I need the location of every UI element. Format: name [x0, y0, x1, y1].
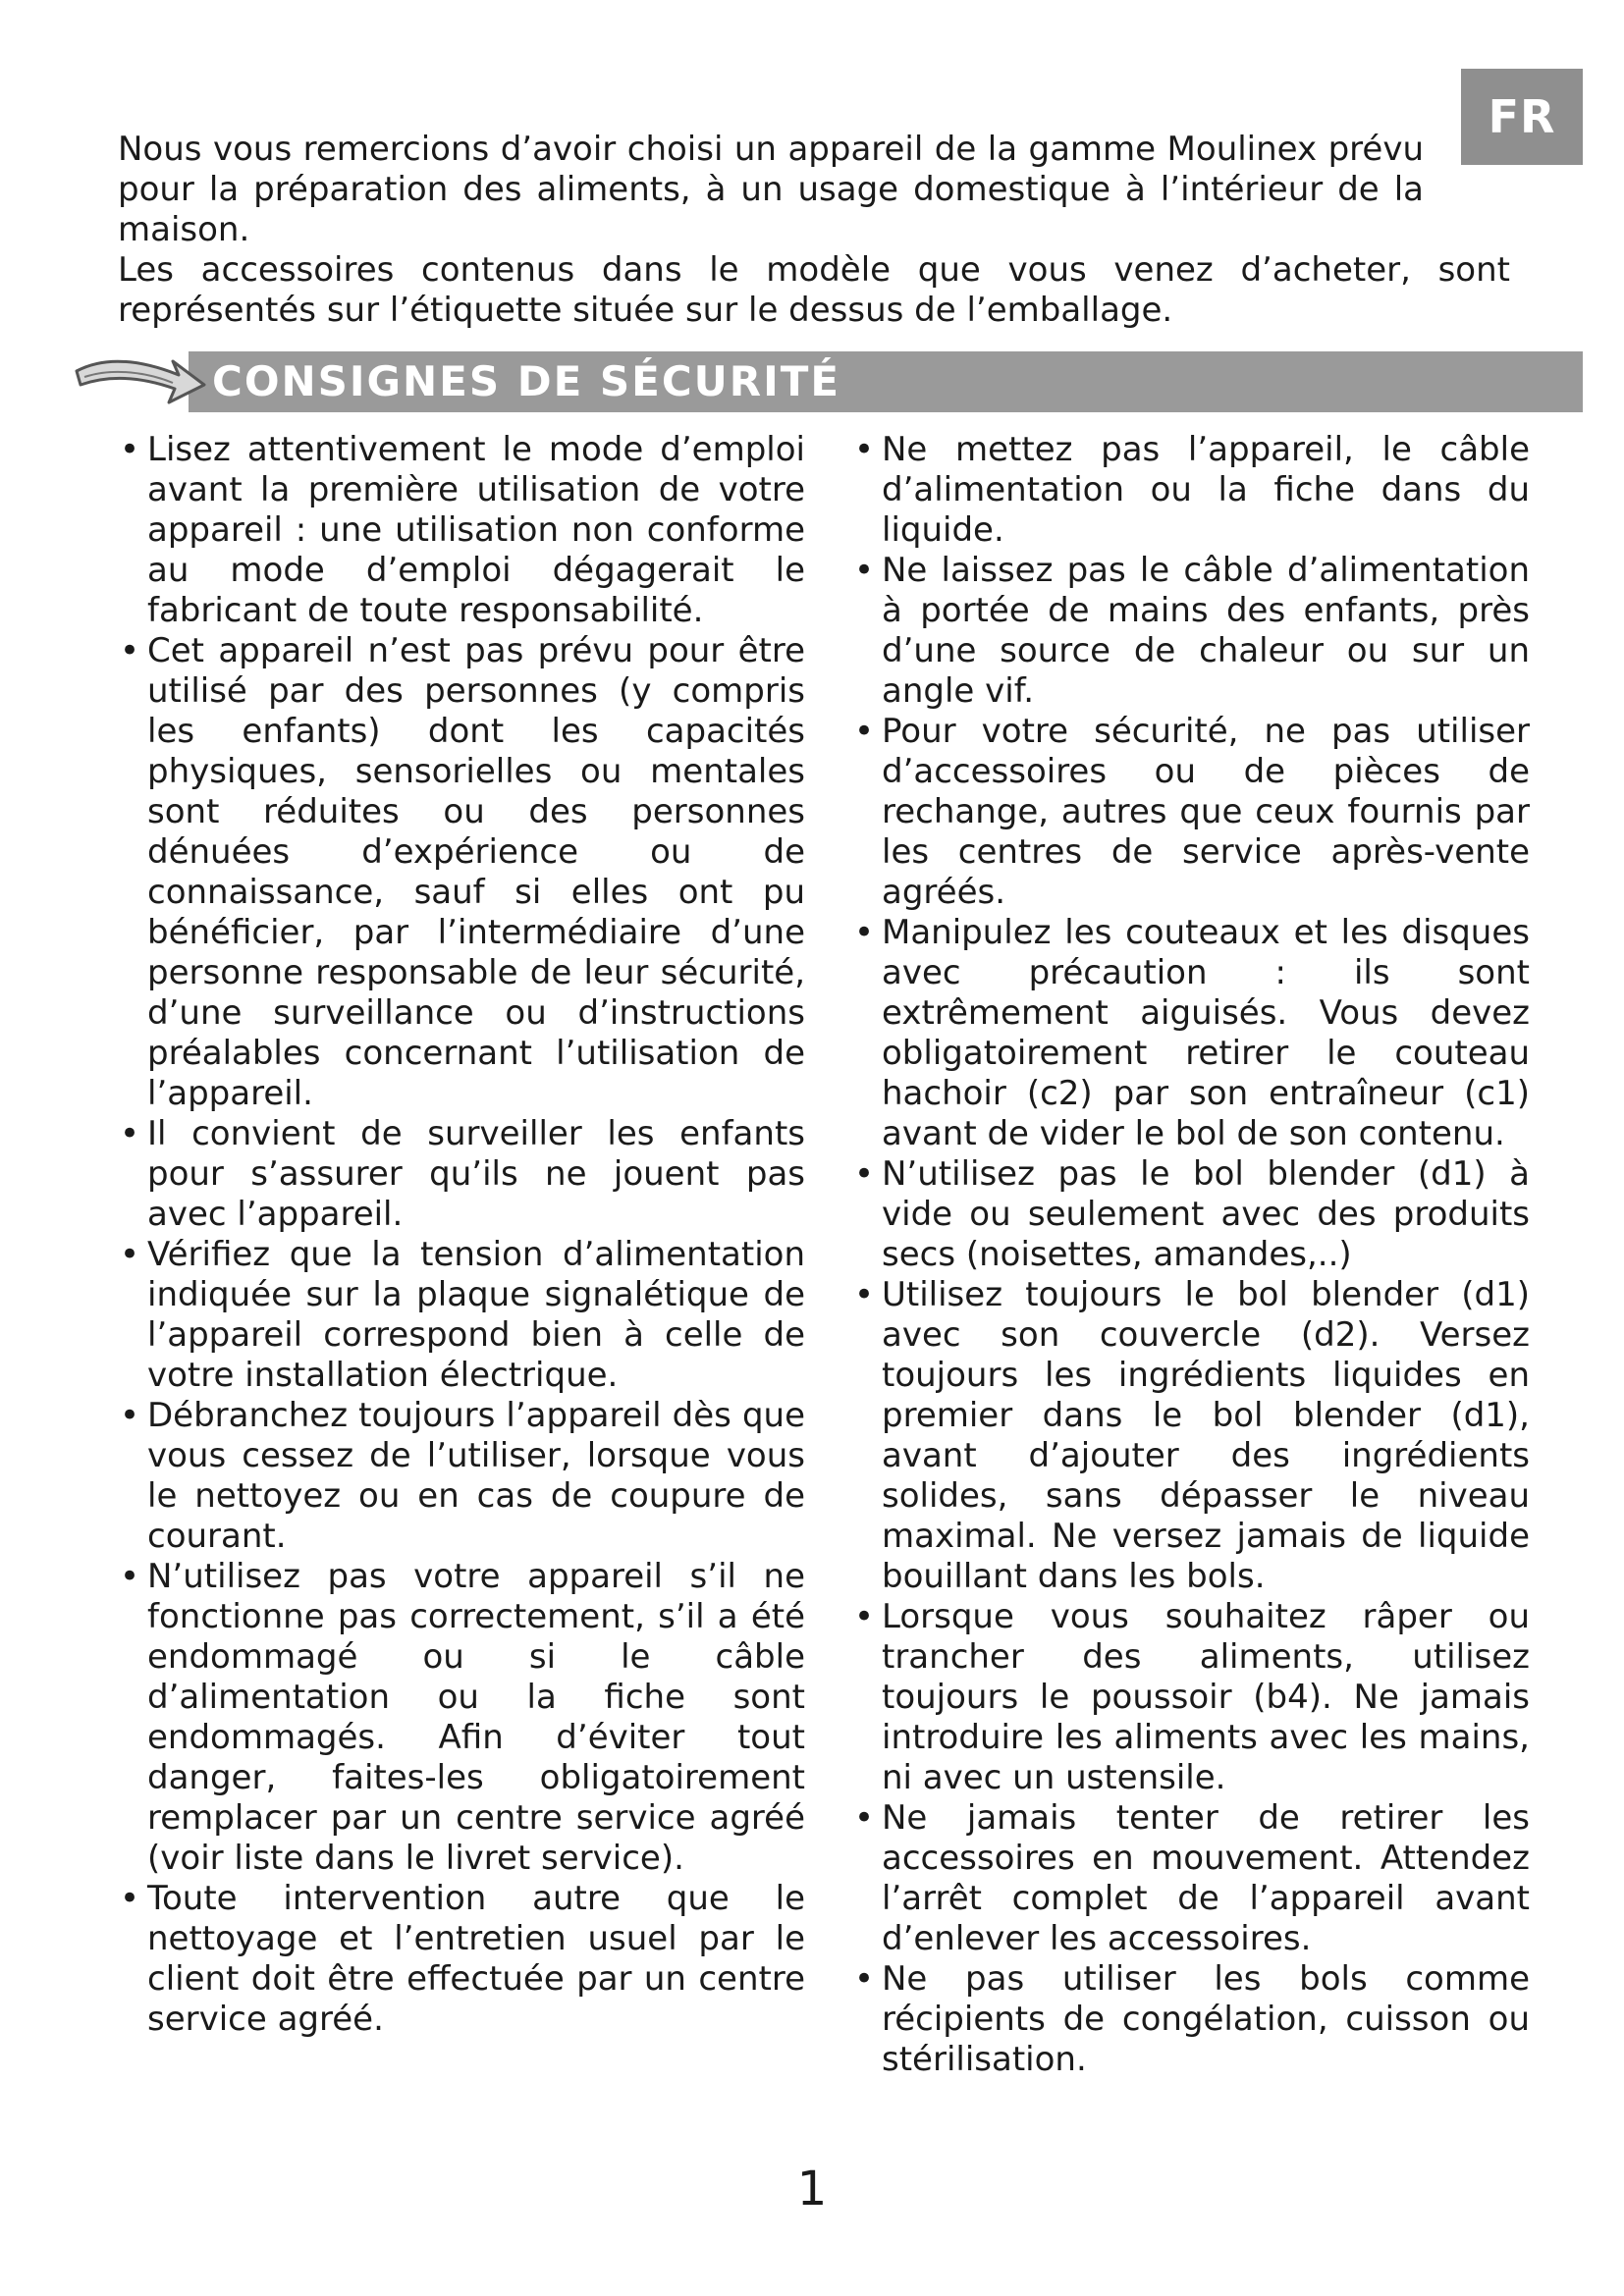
list-item	[852, 1275, 1530, 1597]
intro-text	[118, 130, 1510, 331]
list-item-text: Ne mettez pas l’appareil, le câble d’alimentation ou la fiche dans du liquide.	[882, 430, 1530, 550]
list-item	[118, 1879, 805, 2040]
left-safety-list	[118, 430, 805, 2040]
bullet-icon: •	[120, 1235, 140, 1274]
list-item	[118, 1396, 805, 1557]
intro-paragraph-2: Les accessoires contenus dans le modèle que vous venez d’acheter, sont représentés sur l’étiquette située sur le dessus de l’emballage.	[118, 250, 1510, 330]
bullet-icon: •	[854, 712, 875, 751]
language-tab: FR	[1461, 69, 1583, 165]
right-column	[852, 430, 1530, 2080]
list-item	[852, 551, 1530, 712]
bullet-icon: •	[854, 1798, 875, 1838]
bullet-icon: •	[120, 1879, 140, 1918]
section-title: CONSIGNES DE SÉCURITÉ	[212, 357, 841, 405]
bullet-icon: •	[854, 1959, 875, 1999]
list-item-text: Débranchez toujours l’appareil dès que vous cessez de l’utiliser, lorsque vous le nettoyez ou en cas de coupure de courant.	[147, 1396, 805, 1556]
bullet-icon: •	[854, 551, 875, 590]
list-item-text: Vérifiez que la tension d’alimentation indiquée sur la plaque signalétique de l’appareil correspond bien à celle de votre installation électrique.	[147, 1235, 805, 1395]
list-item	[118, 1114, 805, 1235]
arrow-icon	[71, 346, 208, 416]
bullet-icon: •	[854, 913, 875, 952]
left-column	[118, 430, 805, 2040]
list-item-text: Manipulez les couteaux et les disques avec précaution : ils sont extrêmement aiguisés. Vous devez obligatoirement retirer le couteau hachoir (c2) par son entraîneur (c1) avant de vider le bol de son contenu.	[882, 913, 1530, 1153]
bullet-icon: •	[120, 430, 140, 469]
list-item	[852, 1959, 1530, 2080]
bullet-icon: •	[120, 1396, 140, 1435]
list-item	[852, 1798, 1530, 1959]
list-item	[118, 430, 805, 631]
list-item	[852, 712, 1530, 913]
list-item	[118, 1557, 805, 1879]
list-item-text: N’utilisez pas votre appareil s’il ne fonctionne pas correctement, s’il a été endommagé ou si le câble d’alimentation ou la fiche sont endommagés. Afin d’éviter tout danger, faites-les obligatoirement remplacer par un centre service agréé (voir liste dans le livret service).	[147, 1557, 805, 1878]
list-item-text: Pour votre sécurité, ne pas utiliser d’accessoires ou de pièces de rechange, autres que ceux fournis par les centres de service après-vente agréés.	[882, 712, 1530, 912]
bullet-icon: •	[854, 430, 875, 469]
bullet-icon: •	[120, 1557, 140, 1596]
list-item	[852, 430, 1530, 551]
bullet-icon: •	[854, 1275, 875, 1314]
list-item-text: Ne pas utiliser les bols comme récipients de congélation, cuisson ou stérilisation.	[882, 1959, 1530, 2079]
section-header	[71, 346, 1514, 416]
list-item-text: Lisez attentivement le mode d’emploi avant la première utilisation de votre appareil : une utilisation non conforme au mode d’emploi dégagerait le fabricant de toute responsabilité.	[147, 430, 805, 630]
list-item-text: Toute intervention autre que le nettoyage et l’entretien usuel par le client doit être effectuée par un centre service agréé.	[147, 1879, 805, 2039]
list-item-text: Lorsque vous souhaitez râper ou trancher des aliments, utilisez toujours le poussoir (b4). Ne jamais introduire les aliments avec les mains, ni avec un ustensile.	[882, 1597, 1530, 1797]
bullet-icon: •	[120, 1114, 140, 1153]
bullet-icon: •	[854, 1597, 875, 1636]
list-item-text: Cet appareil n’est pas prévu pour être utilisé par des personnes (y compris les enfants) dont les capacités physiques, sensorielles ou mentales sont réduites ou des personnes dénuées d’expérience ou de connaissance, sauf si elles ont pu bénéficier, par l’intermédiaire d’une personne responsable de leur sécurité, d’une surveillance ou d’instructions préalables concernant l’utilisation de l’appareil.	[147, 631, 805, 1113]
list-item-text: N’utilisez pas le bol blender (d1) à vide ou seulement avec des produits secs (noisettes, amandes,..)	[882, 1154, 1530, 1274]
page-number: 1	[796, 2162, 828, 2216]
list-item	[852, 1154, 1530, 1275]
list-item	[852, 913, 1530, 1154]
intro-paragraph-1: Nous vous remercions d’avoir choisi un appareil de la gamme Moulinex prévu pour la préparation des aliments, à un usage domestique à l’intérieur de la maison.	[118, 130, 1424, 249]
bullet-icon: •	[120, 631, 140, 670]
bullet-icon: •	[854, 1154, 875, 1194]
list-item-text: Utilisez toujours le bol blender (d1) avec son couvercle (d2). Versez toujours les ingrédients liquides en premier dans le bol blender (d1), avant d’ajouter des ingrédients solides, sans dépasser le niveau maximal. Ne versez jamais de liquide bouillant dans les bols.	[882, 1275, 1530, 1596]
list-item-text: Ne jamais tenter de retirer les accessoires en mouvement. Attendez l’arrêt complet de l’appareil avant d’enlever les accessoires.	[882, 1798, 1530, 1958]
list-item	[118, 631, 805, 1114]
list-item-text: Ne laissez pas le câble d’alimentation à portée de mains des enfants, près d’une source de chaleur ou sur un angle vif.	[882, 551, 1530, 711]
right-safety-list	[852, 430, 1530, 2080]
list-item-text: Il convient de surveiller les enfants pour s’assurer qu’ils ne jouent pas avec l’appareil.	[147, 1114, 805, 1234]
list-item	[118, 1235, 805, 1396]
list-item	[852, 1597, 1530, 1798]
